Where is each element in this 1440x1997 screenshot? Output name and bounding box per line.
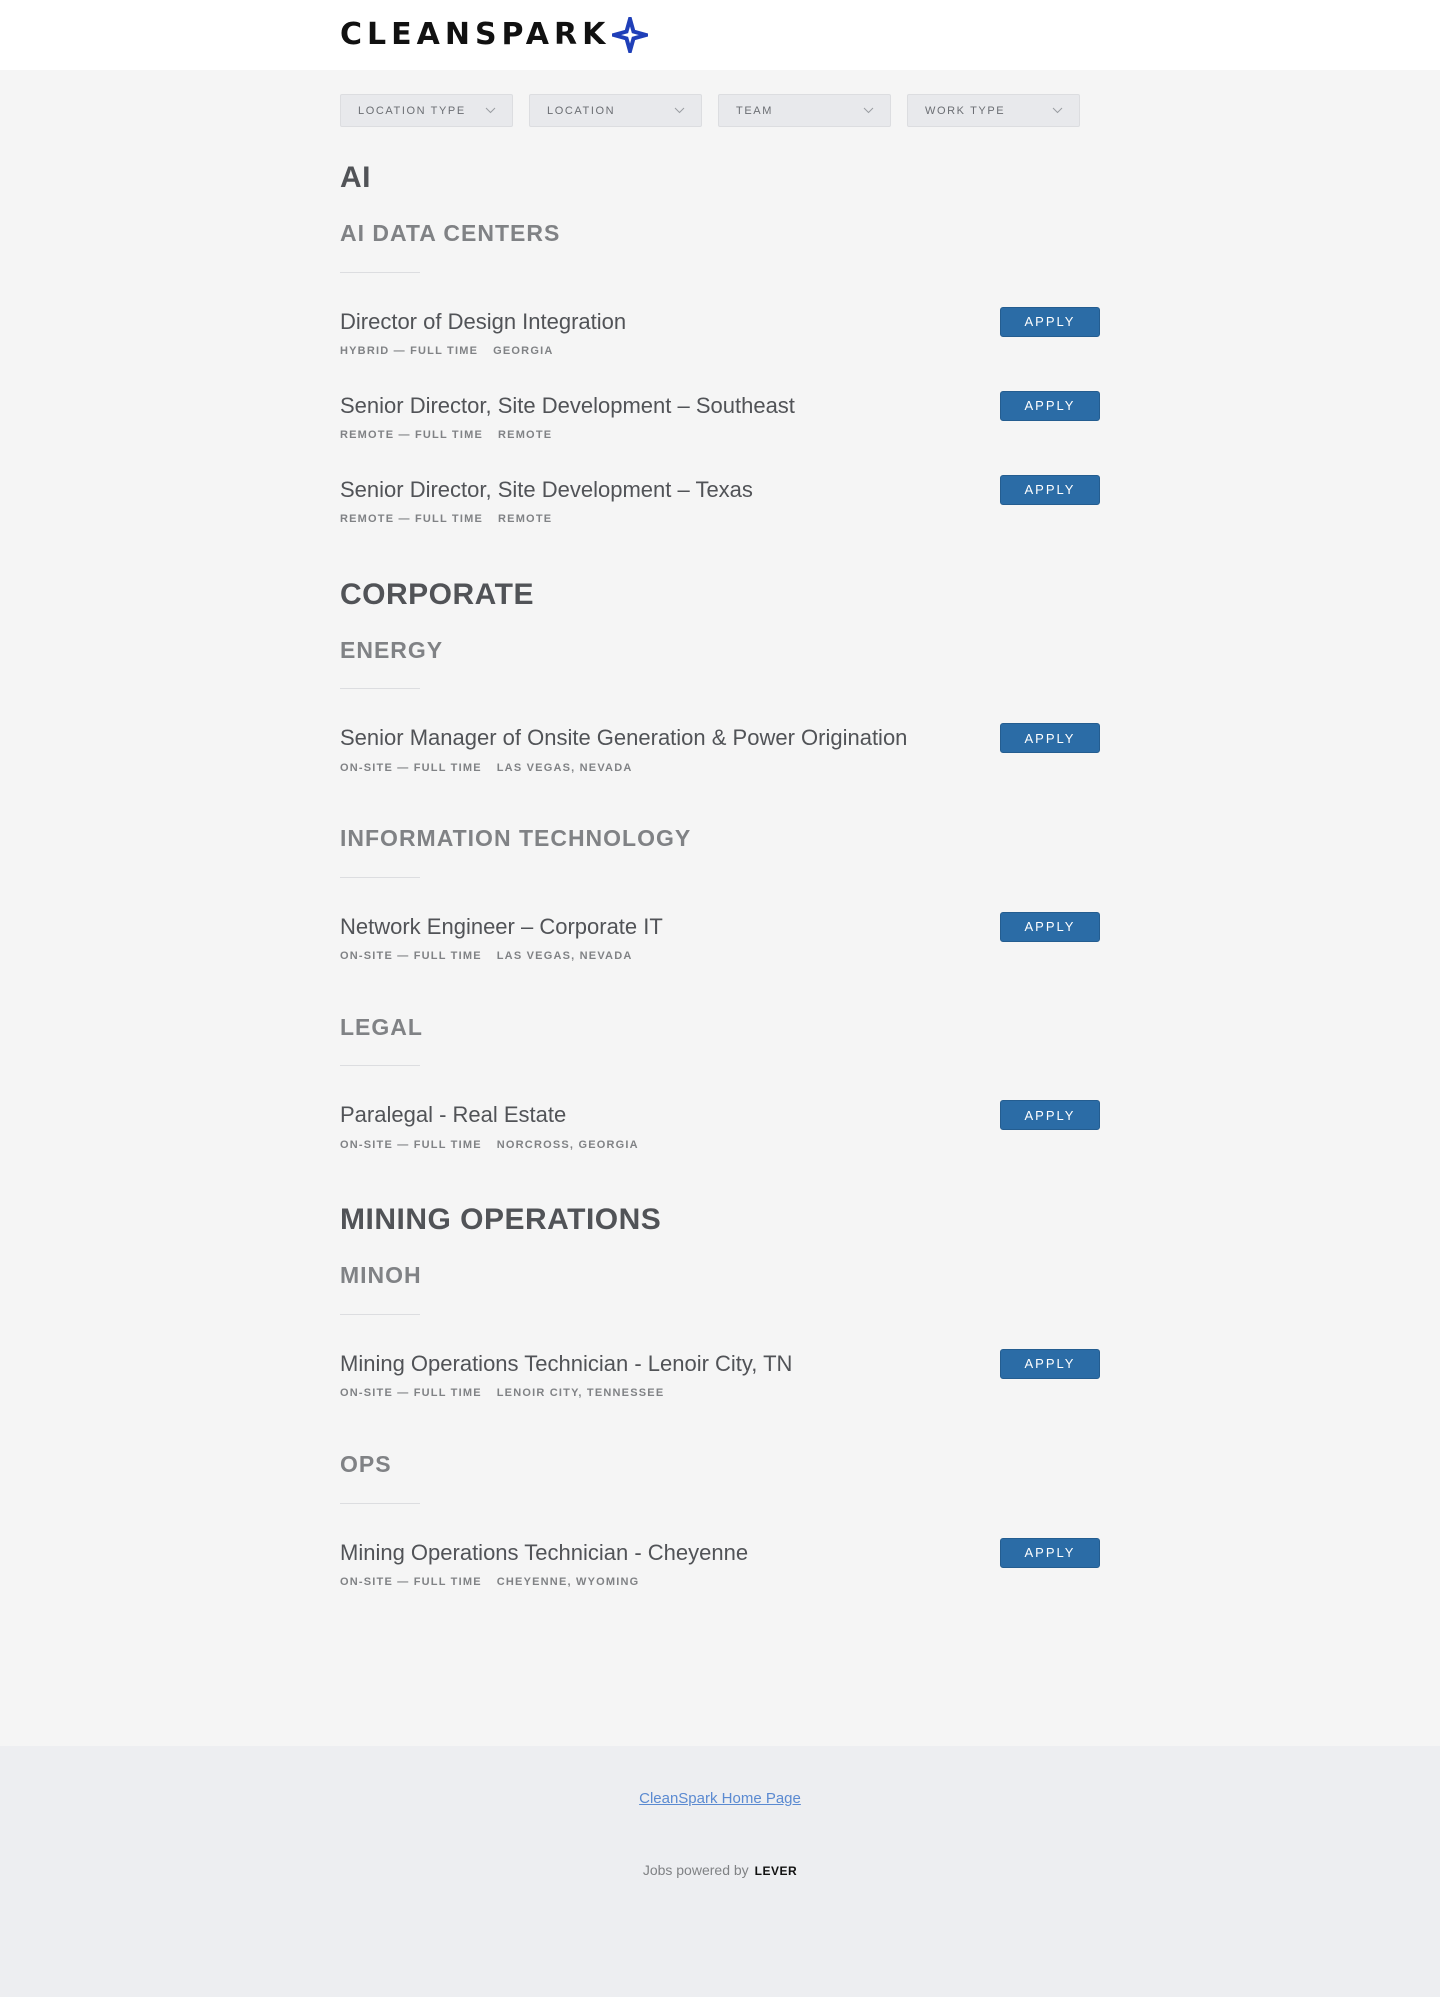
apply-button[interactable]: APPLY (1000, 307, 1100, 337)
apply-button[interactable]: APPLY (1000, 723, 1100, 753)
department-section (340, 825, 1100, 992)
group-title: AI (340, 161, 371, 194)
posting-location: REMOTE (498, 512, 553, 525)
posting-meta (340, 1139, 1100, 1151)
filter-label: LOCATION (547, 104, 616, 117)
postings-list (340, 160, 1100, 1640)
posting-work-type: HYBRID — FULL TIME (340, 344, 479, 357)
posting-location: LAS VEGAS, NEVADA (496, 950, 633, 963)
department-divider (340, 1065, 420, 1066)
department-title: ENERGY (340, 636, 444, 663)
posting-meta (340, 762, 1100, 774)
posting-title-link[interactable]: Mining Operations Technician - Lenoir City, TN (340, 1350, 793, 1376)
department-divider (340, 1314, 420, 1315)
posting-title-link[interactable]: Senior Director, Site Development – Southeast (340, 392, 795, 418)
department-section (340, 1451, 1100, 1618)
filter-bar (340, 94, 1096, 127)
group-title: CORPORATE (340, 577, 534, 611)
posting-location: LENOIR CITY, TENNESSEE (496, 1387, 665, 1400)
filter-label: LOCATION TYPE (358, 104, 466, 117)
logo-wordmark: CLEANSPARK (340, 17, 611, 52)
apply-button[interactable]: APPLY (1000, 1538, 1100, 1568)
posting-meta (340, 345, 1100, 357)
location-filter[interactable] (529, 94, 702, 127)
department-section (340, 220, 1100, 555)
apply-button[interactable]: APPLY (1000, 1349, 1100, 1379)
chevron-down-icon (1052, 107, 1063, 114)
posting-meta (340, 950, 1100, 962)
posting-meta (340, 1387, 1100, 1399)
posting-title-link[interactable]: Director of Design Integration (340, 308, 627, 334)
apply-button[interactable]: APPLY (1000, 1100, 1100, 1130)
posting-work-type: ON-SITE — FULL TIME (340, 1575, 482, 1588)
posting-work-type: ON-SITE — FULL TIME (340, 761, 482, 774)
posting-work-type: ON-SITE — FULL TIME (340, 1387, 482, 1400)
lever-logo[interactable]: LEVER (754, 1864, 798, 1878)
apply-button[interactable]: APPLY (1000, 912, 1100, 942)
posting-title-link[interactable]: Senior Director, Site Development – Texas (340, 476, 753, 502)
department-section (340, 1014, 1100, 1181)
department-title: AI DATA CENTERS (340, 220, 561, 246)
department-title: LEGAL (340, 1013, 423, 1040)
posting-location: CHEYENNE, WYOMING (496, 1575, 640, 1588)
department-divider (340, 877, 420, 878)
cleanspark-logo[interactable] (340, 14, 648, 56)
site-footer (0, 1746, 1440, 1997)
job-posting (340, 1096, 1100, 1180)
department-title: MINOH (340, 1262, 422, 1289)
footer-link-row (0, 1790, 1440, 1808)
posting-work-type: REMOTE — FULL TIME (340, 512, 484, 525)
cleanspark-home-link[interactable]: CleanSpark Home Page (639, 1790, 801, 1807)
job-posting (340, 1345, 1100, 1429)
posting-title-link[interactable]: Mining Operations Technician - Cheyenne (340, 1539, 749, 1565)
posting-work-type: REMOTE — FULL TIME (340, 428, 484, 441)
posting-group (340, 1202, 1100, 1617)
apply-button[interactable]: APPLY (1000, 475, 1100, 505)
location-type-filter[interactable] (340, 94, 513, 127)
department-section (340, 637, 1100, 804)
apply-button[interactable]: APPLY (1000, 391, 1100, 421)
job-posting (340, 908, 1100, 992)
department-title: OPS (340, 1450, 392, 1477)
posting-location: NORCROSS, GEORGIA (496, 1138, 639, 1151)
site-header (0, 0, 1440, 70)
group-title: MINING OPERATIONS (340, 1203, 662, 1237)
posting-title-link[interactable]: Network Engineer – Corporate IT (340, 913, 663, 939)
chevron-down-icon (863, 107, 874, 114)
posting-group (340, 577, 1100, 1181)
job-posting (340, 719, 1100, 803)
posting-title-link[interactable]: Senior Manager of Onsite Generation & Power Origination (340, 725, 908, 751)
posting-title-link[interactable]: Paralegal - Real Estate (340, 1102, 567, 1128)
department-divider (340, 1503, 420, 1504)
posting-location: GEORGIA (493, 344, 554, 357)
filter-label: WORK TYPE (925, 104, 1006, 117)
department-title: INFORMATION TECHNOLOGY (340, 825, 692, 852)
posting-meta (340, 429, 1100, 441)
job-posting (340, 471, 1100, 555)
work-type-filter[interactable] (907, 94, 1080, 127)
team-filter[interactable] (718, 94, 891, 127)
posting-work-type: ON-SITE — FULL TIME (340, 950, 482, 963)
department-section (340, 1262, 1100, 1429)
job-posting (340, 1534, 1100, 1618)
posting-group (340, 160, 1100, 555)
posting-meta (340, 1576, 1100, 1588)
posting-meta (340, 513, 1100, 525)
posting-work-type: ON-SITE — FULL TIME (340, 1138, 482, 1151)
job-posting (340, 303, 1100, 387)
star-logo-icon (612, 17, 648, 53)
filter-label: TEAM (736, 104, 773, 117)
chevron-down-icon (485, 107, 496, 114)
department-divider (340, 272, 420, 273)
posting-location: LAS VEGAS, NEVADA (496, 761, 633, 774)
department-divider (340, 688, 420, 689)
powered-by (0, 1862, 1440, 1878)
powered-by-text: Jobs powered by (642, 1862, 749, 1878)
chevron-down-icon (674, 107, 685, 114)
posting-location: REMOTE (498, 428, 553, 441)
job-posting (340, 387, 1100, 471)
